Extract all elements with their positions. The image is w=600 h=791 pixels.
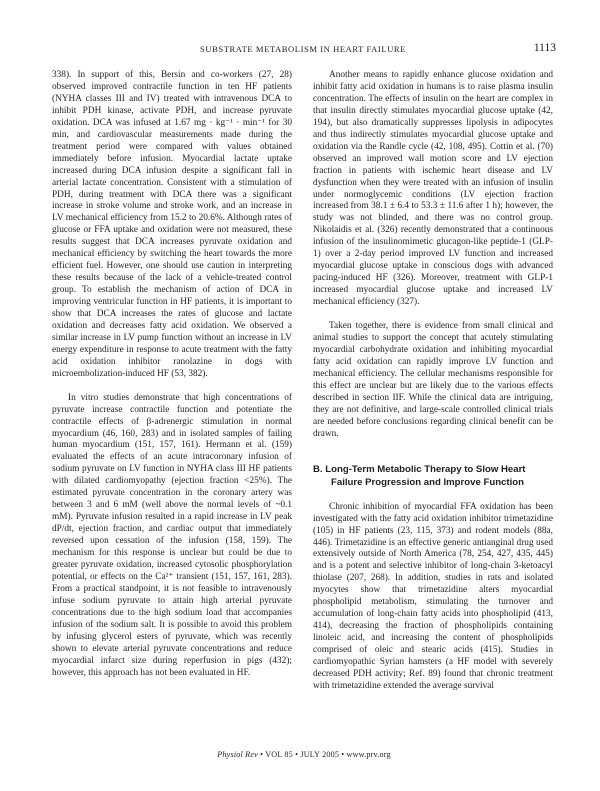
footer-journal: Physiol Rev [217,750,258,759]
section-heading [313,464,553,489]
page-footer [52,750,556,759]
left-column [52,70,292,680]
section-heading-line-1: B. Long-Term Metabolic Therapy to Slow Heart [313,464,526,476]
footer-details: • VOL 85 • JULY 2005 • www.prv.org [257,750,391,759]
paragraph-pyruvate-studies: In vitro studies demonstrate that high concentrations of pyruvate increase contractile function and potentiate the contractile effects of β-adrenergic stimulation in normal myocardium (46, 160, 283) and in isolated samples of failing human myocardium (151, 157, 161). Hermann et al. (159) evaluated the effects of an acute intracoronary infusion of sodium pyruvate on LV function in NYHA class III HF patients with dilated cardiomyopathy (ejection fraction <25%). The estimated pyruvate concentration in the coronary artery was between 3 and 6 mM (well above the normal levels of ~0.1 mM). Pyruvate infusion resulted in a rapid increase in LV peak dP/dt, ejection fraction, and cardiac output that immediately reversed upon cessation of the infusion (158, 159). The mechanism for this response is unclear but could be due to greater pyruvate oxidation, increased cytosolic phosphorylation potential, or effects on the Ca²⁺ transient (151, 157, 161, 283). From a practical standpoint, it is not feasible to intravenously infuse sodium pyruvate to attain high arterial pyruvate concentrations due to the high sodium load that accompanies infusion of the sodium salt. It is possible to avoid this problem by infusing glycerol esters of pyruvate, which was recently shown to elevate arterial pyruvate concentrations and reduce myocardial infarct size during reperfusion in pigs (432); however, this approach has not been evaluated in HF. [52,392,292,678]
paragraph-trimetazidine: Chronic inhibition of myocardial FFA oxidation has been investigated with the fatty acid oxidation inhibitor trimetazidine (105) in HF patients (23, 115, 373) and rodent models (88a, 446). Trimetazidine is an effective generic antianginal drug used extensively outside of North America (78, 254, 427, 435, 445) and is a potent and selective inhibitor of long-chain 3-ketoacyl thiolase (207, 268). In addition, studies in rats and isolated myocytes show that trimetazidine alters myocardial phospholipid metabolism, stimulating the turnover and accumulation of long-chain fatty acids into phospholipid (413, 414), decreasing the fraction of phospholipids containing linoleic acid, and increasing the content of phospholipids comprised of oleic and stearic acids (415). Studies in cardiomyopathic Syrian hamsters (a HF model with severely decreased PDH activity; Ref. 89) found that chronic treatment with trimetazidine extended the average survival [313,501,553,691]
paragraph-insulin: Another means to rapidly enhance glucose oxidation and inhibit fatty acid oxidation in humans is to raise plasma insulin concentration. The effects of insulin on the heart are complex in that insulin directly stimulates myocardial glucose uptake (42, 194), but also dramatically suppresses lipolysis in adipocytes and thus indirectly stimulates myocardial glucose uptake and oxidation via the Randle cycle (42, 108, 495). Cottin et al. (70) observed an improved wall motion score and LV ejection fraction in patients with ischemic heart disease and LV dysfunction when they were treated with an infusion of insulin under normoglycemic conditions (LV ejection fraction increased from 38.1 ± 6.4 to 53.3 ± 11.6 after 1 h); however, the study was not blinded, and there was no control group. Nikolaidis et al. (326) recently demonstrated that a continuous infusion of the insulinomimetic glucagon-like peptide-1 (GLP-1) over a 2-day period improved LV function and increased myocardial glucose uptake in conscious dogs with advanced pacing-induced HF (326). Moreover, treatment with GLP-1 increased myocardial glucose uptake and increased LV mechanical efficiency (327). [313,70,553,308]
section-heading-line-2: Failure Progression and Improve Function [331,477,524,489]
page-header [52,44,556,58]
paragraph-summary: Taken together, there is evidence from small clinical and animal studies to support the concept that acutely stimulating myocardial carbohydrate oxidation and inhibiting myocardial fatty acid oxidation can rapidly improve LV function and mechanical efficiency. The cellular mechanisms responsible for this effect are unclear but are likely due to the various effects described in section IIF. While the clinical data are intriguing, they are not definitive, and large-scale controlled clinical trials are needed before conclusions regarding clinical benefit can be drawn. [313,320,553,439]
right-column [313,70,553,693]
running-head: SUBSTRATE METABOLISM IN HEART FAILURE [200,44,406,54]
page-number: 1113 [533,42,556,54]
paragraph-dca-study: 338). In support of this, Bersin and co-workers (27, 28) observed improved contractile function in ten HF patients (NYHA classes III and IV) treated with intravenous DCA to inhibit PDH kinase, activate PDH, and increase pyruvate oxidation. DCA was infused at 1.67 mg · kg⁻¹ · min⁻¹ for 30 min, and cardiovascular measurements made during the treatment period were compared with values obtained immediately before infusion. Myocardial lactate uptake increased during DCA infusion despite a significant fall in arterial lactate concentration. Consistent with a stimulation of PDH, during treatment with DCA there was a significant increase in stroke volume and stroke work, and an increase in LV mechanical efficiency from 15.2 to 20.6%. Although rates of glucose or FFA uptake and oxidation were not measured, these results suggest that DCA increases pyruvate oxidation and mechanical efficiency by switching the heart towards the more efficient fuel. However, one should use caution in interpreting these results because of the lack of a vehicle-treated control group. To establish the mechanism of action of DCA in improving ventricular function in HF patients, it is important to show that DCA increases the rates of glucose and lactate oxidation and decreases fatty acid oxidation. We observed a similar increase in LV pump function without an increase in LV energy expenditure in response to acute treatment with the fatty acid oxidation inhibitor ranolazine in dogs with microembolization-induced HF (53, 382). [52,70,292,379]
